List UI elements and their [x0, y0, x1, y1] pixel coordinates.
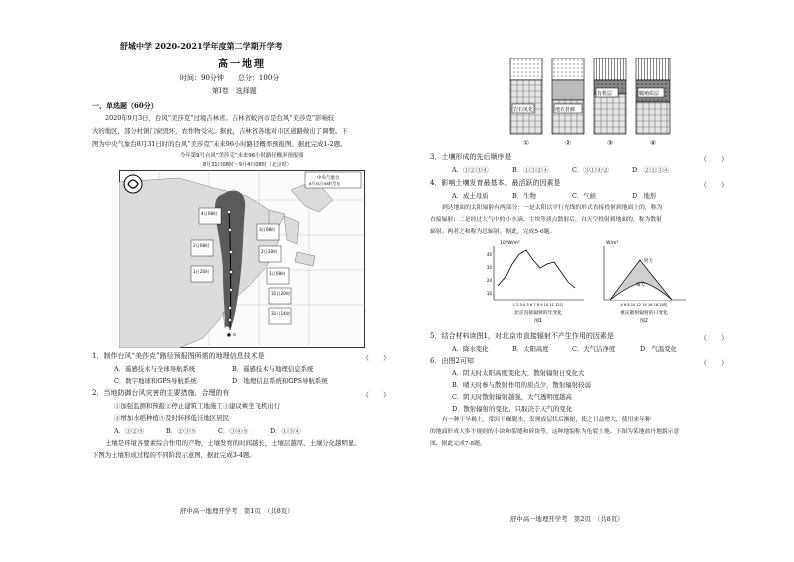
fig2-legend-overcast: 阴天 [644, 259, 653, 264]
intro-line-3: 图为中央气象台8月31日时的台风“美莎克”未来96小时路径概率预报图。据此完成1-2题。 [92, 140, 347, 148]
fig2-ylabel: W/m² [606, 241, 619, 246]
tail-line-3: 图，据此完成7-8题。 [430, 441, 486, 447]
map-title: 今年第9号台风“美莎克”未来96小时路径概率预报图 [180, 153, 304, 159]
weather-logo-icon [124, 175, 142, 193]
q6-option-a[interactable]: A．阴天时太阳高度变化大，散射辐射日变化大 [452, 369, 585, 377]
q4-option-a[interactable]: A．成土母质 [452, 192, 489, 200]
map-label-6: 31日20时 [271, 291, 291, 296]
soil-caption-1: ① [523, 139, 529, 147]
q2-line-2: ④增加水稻种植⑤及时转移低洼地区居民 [114, 414, 230, 422]
exam-time: 时间：90分钟 总分：100分 [180, 74, 280, 82]
q6-option-b[interactable]: B．晴天时参与散射作用的质点少，散射辐射较弱 [452, 381, 591, 389]
fig1-series-line [498, 250, 575, 288]
exam-volume: 第Ⅰ卷 选择题 [212, 87, 257, 95]
q6-stem: 6．由图2可知 [430, 357, 474, 365]
typhoon-path-map [119, 170, 365, 348]
soil-panel-label-3: 有机层 [597, 91, 613, 97]
soil-intro-2: 下图为土壤形成过程的不同阶段示意图，据此完成3-4题。 [92, 451, 256, 459]
q2-option-c[interactable]: C．③④⑤ [218, 427, 249, 435]
map-label-4: 1日20时 [193, 269, 210, 274]
q6-option-c[interactable]: C．阴天时散射辐射越强，大气透明度越高 [452, 393, 572, 401]
soil-caption-4: ④ [650, 139, 656, 147]
map-label-0: 4日08时 [201, 211, 218, 216]
q1-stem: 1．制作台风“美莎克”路径预报图所需的地理信息技术是 [92, 352, 265, 360]
fig2-xticks-row: 4 6 8 10 12 14 16 18 20时 [620, 303, 668, 307]
q3-option-b[interactable]: B．①③②④ [512, 166, 549, 174]
q6-option-d[interactable]: D．散射辐射的变化，只取决于天气的变化 [452, 405, 573, 413]
map-label-2: 2日20时 [261, 249, 278, 254]
soil-caption-2: ② [565, 139, 571, 147]
q2-option-a[interactable]: A．①②⑤ [114, 427, 145, 435]
q2-option-b[interactable]: B．②③⑤ [166, 427, 197, 435]
map-org-date: 8月31日08时发布 [309, 181, 341, 186]
fig1-ytick-20: 20 [486, 278, 492, 283]
q3-stem: 3．土壤形成的先后顺序是 [430, 153, 512, 161]
map-org: 中央气象台 [317, 176, 340, 181]
q4-answer-blank[interactable]: （ ） [700, 181, 728, 189]
q3-option-a[interactable]: A．①②③④ [452, 166, 489, 174]
map-label-5: 1日08时 [269, 271, 286, 276]
fig2-caption: 重庆散射辐射的日变化 [620, 311, 668, 316]
fig1-ylabel: 10⁶W/m² [500, 241, 520, 246]
radiation-intro-2: 直接辐射；二是经过大气中的小水滴、尘埃等质点散射后，自天空投射到地面的，称为散射 [430, 217, 662, 223]
map-label-7: 31日14时 [271, 311, 291, 316]
tail-line-2: 的地面形成大多不规则的小块和裂缝和碎块等，这种地貌称为龟裂土地。下图为某地盐丹地貌示意 [430, 429, 680, 435]
map-label-1: 3日08时 [259, 227, 276, 232]
soil-intro-1: 土壤是环境各要素综合作用的产物，土壤发育的时间越长，土壤层越厚，土壤分化越明显。 [105, 439, 361, 447]
exam-subject: 高一地理 [218, 59, 266, 70]
q4-stem: 4．影响土壤发育最基本、最活跃的因素是 [430, 179, 561, 187]
exam-title: 舒城中学 2020-2021学年度第二学期开学考 [120, 41, 283, 51]
q1-option-a[interactable]: A．遥感技术与全球导航系统 [114, 365, 196, 373]
fig1-ytick-10: 10 [486, 291, 492, 296]
soil-panel-label-2: 地衣苔藓 [555, 107, 576, 113]
intro-line-1: 2020年9月3日，台风“美莎克”过境吉林省。吉林省蛟河市是台风“美莎克”影响较 [105, 114, 335, 122]
tail-line-1: 有一种干旱褐土，常因干燥脱水，发现成层状后渐缩，使之日益增大，使用来年种 [442, 417, 651, 423]
map-subtitle: 8月31日08时～9月4日08时（北京时） [203, 162, 292, 168]
q5-option-b[interactable]: B．太阳高度 [512, 345, 549, 353]
radiation-intro-1: 到达地面的太阳辐射有两部分：一是太阳以平行光线的形式直接投射到地面上的，称为 [442, 205, 663, 211]
q6-answer-blank[interactable]: （ ） [700, 359, 728, 367]
q1-option-c[interactable]: C．数字地球和GPS导航系统 [114, 377, 197, 385]
fig1-xticks-row: 1 2 3 4 5 6 7 8 9 10 11 12月 [512, 303, 564, 307]
q4-option-b[interactable]: B．生物 [512, 192, 536, 200]
footer-left: 舒中高一地理开学考 第1页 （共8页） [180, 507, 294, 515]
q4-option-c[interactable]: C．气候 [572, 192, 597, 200]
q5-stem: 5．结合材料读图1，对北京市直接辐射不产生作用的因素是 [430, 332, 614, 340]
q2-option-d[interactable]: D．①③④ [270, 427, 301, 435]
soil-formation-figure [508, 58, 674, 148]
q5-answer-blank[interactable]: （ ） [700, 334, 728, 342]
fig2-chongqing-scattered-radiation [592, 238, 692, 324]
fig2-legend-sunny: 晴天 [636, 283, 645, 288]
q2-answer-blank[interactable]: （ ） [362, 391, 390, 399]
soil-caption-3: ③ [607, 139, 613, 147]
fig1-ytick-40: 40 [486, 252, 492, 257]
q2-stem: 2．当地防御台风灾害的主要措施，合理的有 [92, 389, 230, 397]
soil-panel-label-1: 岩石风化 [513, 107, 534, 113]
fig1-ytick-30: 30 [486, 265, 492, 270]
q2-line-1: ①加强监测和预报②停止建筑工地施工③建议乘坐飞机出行 [114, 402, 281, 410]
q3-answer-blank[interactable]: （ ） [700, 155, 728, 163]
q3-option-c[interactable]: C．③①④② [572, 166, 609, 174]
fig1-beijing-direct-radiation [478, 238, 590, 324]
soil-panel-label-4: 腐殖质层 [639, 91, 660, 97]
fig1-label: 图1 [534, 319, 542, 324]
radiation-intro-3: 辐射。两者之和称为总辐射。据此，完成5-6题。 [430, 229, 556, 235]
section-heading: 一、单选题（60分） [92, 101, 158, 110]
footer-right: 舒中高一地理开学考 第2页 （共8页） [510, 515, 624, 523]
q5-option-c[interactable]: C．大气洁净度 [572, 345, 616, 353]
fig1-caption: 北京直接辐射的年变化 [514, 311, 562, 316]
q1-answer-blank[interactable]: （ ） [362, 354, 390, 362]
map-label-3: 2日08时 [193, 243, 210, 248]
q5-option-d[interactable]: D．气温变化 [640, 345, 678, 353]
intro-line-2: 大的地区，部分村镇门窗毁坏，农作物受灾。据此，吉林省各地对市区道路做出了调整。下 [92, 127, 348, 135]
q5-option-a[interactable]: A．降水变化 [452, 345, 489, 353]
typhoon-mark-label: ● ⊙ [227, 333, 237, 338]
q1-option-d[interactable]: D．地理信息系统和GPS导航系统 [232, 377, 328, 385]
q3-option-d[interactable]: D．②①③④ [632, 166, 670, 174]
q4-option-d[interactable]: D．地形 [632, 192, 657, 200]
q1-option-b[interactable]: B．遥感技术与地理信息系统 [232, 365, 314, 373]
fig2-label: 图2 [640, 319, 648, 324]
